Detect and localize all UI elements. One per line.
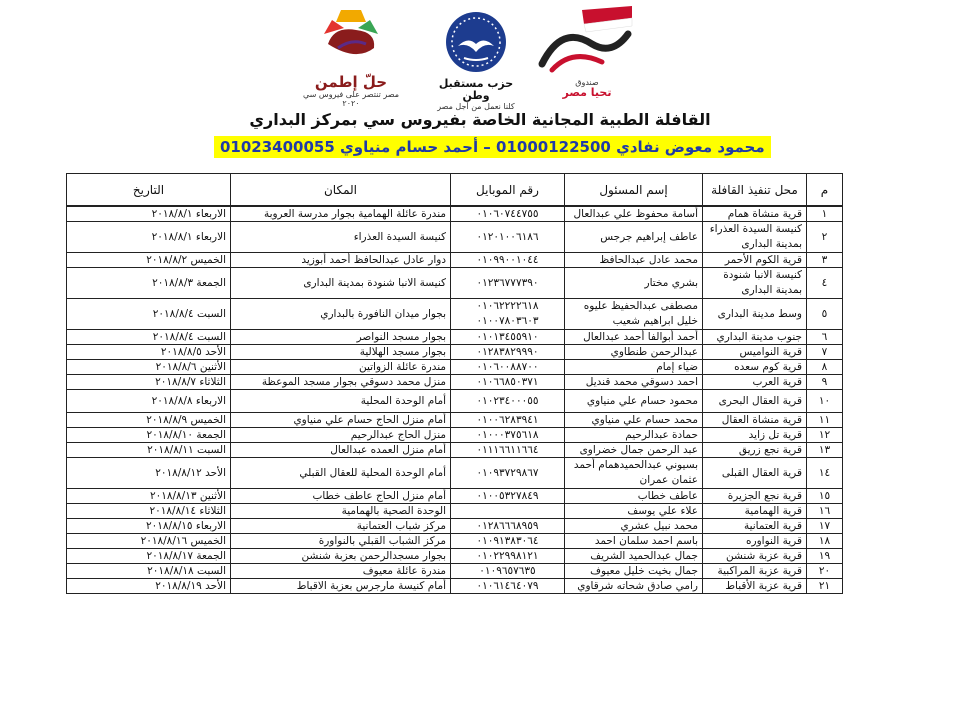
table-row (67, 504, 843, 519)
row-place: بجوار ميدان النافورة بالبداري (231, 299, 451, 330)
row-responsible: ضياء إمام (565, 360, 703, 375)
row-responsible: حمادة عبدالرحيم (565, 428, 703, 443)
header-date: التاريخ (67, 174, 231, 207)
table-header-row (67, 174, 843, 207)
tahya-fund-label: صندوق (575, 78, 599, 87)
row-num: ١ (807, 206, 843, 222)
row-date: الأثنين ٢٠١٨/٨/١٣ (67, 489, 231, 504)
row-responsible: مصطفى عبدالحفيظ عليوه خليل ابراهيم شعيب (565, 299, 703, 330)
row-responsible: محمد حسام علي منياوي (565, 413, 703, 428)
row-date: السبت ٢٠١٨/٨/٤ (67, 299, 231, 330)
row-num: ٨ (807, 360, 843, 375)
row-num: ١٧ (807, 519, 843, 534)
row-place: دوار عادل عبدالحافظ أحمد أبوزيد (231, 253, 451, 268)
row-date: الثلاثاء ٢٠١٨/٨/٧ (67, 375, 231, 390)
egypt-flag-icon (532, 4, 642, 74)
row-responsible: محمد نبيل عشري (565, 519, 703, 534)
row-date: الأثنين ٢٠١٨/٨/٦ (67, 360, 231, 375)
row-location: كنيسة الانبا شنودة بمدينة البدارى (703, 268, 807, 299)
row-place: بجوار مسجد الهلالية (231, 345, 451, 360)
row-responsible: باسم احمد سلمان احمد (565, 534, 703, 549)
row-location: قرية تل زايد (703, 428, 807, 443)
row-date: السبت ٢٠١٨/٨/١٨ (67, 564, 231, 579)
row-responsible: بسيوني عبدالحميدهمام أحمد عثمان عمران (565, 458, 703, 489)
row-phone: ٠١٠٦١٤٦٤٠٧٩ (451, 579, 565, 594)
row-place: أمام منزل الحاج عاطف خطاب (231, 489, 451, 504)
row-phone: ٠١١١٦٦١١٦٦٤ (451, 443, 565, 458)
row-phone: ٠١٢٣٦٧٧٧٣٩٠ (451, 268, 565, 299)
row-location: قرية نجع الجزيرة (703, 489, 807, 504)
row-phone: ٠١٠٢٢٩٩٨١٢١ (451, 549, 565, 564)
row-num: ١٨ (807, 534, 843, 549)
table-row (67, 428, 843, 443)
row-location: قرية عزبة المراكبية (703, 564, 807, 579)
header-num: م (807, 174, 843, 207)
row-location: قرية العرب (703, 375, 807, 390)
row-phone: ٠١٠٦٦٨٥٠٣٧١ (451, 375, 565, 390)
row-place: بجوار مسجدالرحمن بعزبة شنشن (231, 549, 451, 564)
row-location: وسط مدينة البدارى (703, 299, 807, 330)
row-place: أمام منزل الحاج حسام علي منياوي (231, 413, 451, 428)
row-num: ٢٠ (807, 564, 843, 579)
row-place: كنيسة السيدة العذراء (231, 222, 451, 253)
table-row (67, 579, 843, 594)
watan-slogan: كلنا نعمل من أجل مصر (437, 102, 515, 111)
row-phone: ٠١٠٠٠٣٧٥٦١٨ (451, 428, 565, 443)
table-row (67, 360, 843, 375)
row-phone: ٠١٠٩٣٧٢٩٨٦٧ (451, 458, 565, 489)
row-place: أمام منزل العمده عبدالعال (231, 443, 451, 458)
row-responsible: بشري مختار (565, 268, 703, 299)
row-num: ١٤ (807, 458, 843, 489)
row-num: ٥ (807, 299, 843, 330)
table-row (67, 458, 843, 489)
row-place: مركز شباب العتمانية (231, 519, 451, 534)
liver-hands-icon (316, 4, 386, 70)
row-phone: ٠١٢٨٣٨٢٩٩٩٠ (451, 345, 565, 360)
row-place: كنيسة الانبا شنودة بمدينة البدارى (231, 268, 451, 299)
table-row (67, 443, 843, 458)
row-date: السبت ٢٠١٨/٨/١١ (67, 443, 231, 458)
row-num: ١٢ (807, 428, 843, 443)
row-date: الخميس ٢٠١٨/٨/٩ (67, 413, 231, 428)
row-location: قرية عزبة شنشن (703, 549, 807, 564)
row-phone: ٠١٠٩٦٥٧٦٣٥ (451, 564, 565, 579)
row-place: بجوار مسجد النواصر (231, 330, 451, 345)
table-row (67, 519, 843, 534)
row-responsible: احمد دسوقي محمد قنديل (565, 375, 703, 390)
row-place: الوحدة الصحية بالهمامية (231, 504, 451, 519)
row-location: قرية الهمامية (703, 504, 807, 519)
row-phone: ٠١٠٠٥٣٢٧٨٤٩ (451, 489, 565, 504)
tahya-main-label: تحيا مصر (562, 86, 612, 99)
row-num: ٢١ (807, 579, 843, 594)
table-row (67, 222, 843, 253)
tahya-misr-logo (532, 4, 642, 100)
row-place: أمام كنيسة مارجرس بعزبة الاقباط (231, 579, 451, 594)
row-place: منزل محمد دسوقي بجوار مسجد الموعظة (231, 375, 451, 390)
row-phone: ٠١٠٠٦٢٨٣٩٤١ (451, 413, 565, 428)
row-location: قرية الكوم الأحمر (703, 253, 807, 268)
row-location: كنيسة السيدة العذراء بمدينة البدارى (703, 222, 807, 253)
table-row (67, 253, 843, 268)
row-phone: ٠١٠٩١٣٨٣٠٦٤ (451, 534, 565, 549)
header-phone: رقم الموبايل (451, 174, 565, 207)
row-location: قرية النواميس (703, 345, 807, 360)
row-place: مركز الشباب القبلي بالنواورة (231, 534, 451, 549)
row-responsible: محمود حسام علي منياوي (565, 390, 703, 413)
row-location: قرية النواوره (703, 534, 807, 549)
row-phone: ٠١٠٦٠٧٤٤٧٥٥ (451, 206, 565, 222)
table-row (67, 206, 843, 222)
row-num: ١٣ (807, 443, 843, 458)
row-date: الاربعاء ٢٠١٨/٨/١٥ (67, 519, 231, 534)
row-phone: ٠١٢٨٦٦٦٨٩٥٩ (451, 519, 565, 534)
table-row (67, 489, 843, 504)
table-row (67, 345, 843, 360)
hal-etmen-logo (296, 4, 406, 108)
row-num: ١٠ (807, 390, 843, 413)
row-phone (451, 504, 565, 519)
row-num: ٣ (807, 253, 843, 268)
row-date: الاربعاء ٢٠١٨/٨/١ (67, 206, 231, 222)
row-phone: ٠١٠٦٠٠٨٨٧٠٠ (451, 360, 565, 375)
row-responsible: عاطف خطاب (565, 489, 703, 504)
row-date: الخميس ٢٠١٨/٨/٢ (67, 253, 231, 268)
header-place: المكان (231, 174, 451, 207)
logos-header (0, 0, 960, 112)
contact-line: محمود معوض نفادي 01000122500 – أحمد حسام منياوي 01023400055 (214, 136, 771, 158)
hal-etmen-slogan: مصر تنتصر على فيروس سي ٢٠٢٠ (303, 90, 399, 108)
row-location: قرية العتمانية (703, 519, 807, 534)
row-num: ٦ (807, 330, 843, 345)
row-num: ١٦ (807, 504, 843, 519)
table-row (67, 390, 843, 413)
table-row (67, 564, 843, 579)
row-date: السبت ٢٠١٨/٨/٤ (67, 330, 231, 345)
row-responsible: عبدالرحمن طنطاوي (565, 345, 703, 360)
row-location: قرية منشاة همام (703, 206, 807, 222)
table-row (67, 268, 843, 299)
eagle-emblem-icon (444, 10, 508, 74)
row-location: قرية منشاة العقال (703, 413, 807, 428)
row-date: الجمعة ٢٠١٨/٨/١٠ (67, 428, 231, 443)
row-responsible: جمال عبدالحميد الشريف (565, 549, 703, 564)
row-num: ٩ (807, 375, 843, 390)
row-place: مندرة عائلة الهمامية بجوار مدرسة العروبة (231, 206, 451, 222)
page-title: القافلة الطبية المجانية الخاصة بفيروس سي بمركز البداري (249, 110, 711, 129)
header-location: محل تنفيذ القافلة (703, 174, 807, 207)
row-responsible: أسامة محفوظ علي عبدالعال (565, 206, 703, 222)
row-phone: ٠١٠٦٢٢٢٢٦١٨ ٠١٠٠٧٨٠٣٦٠٣ (451, 299, 565, 330)
row-responsible: جمال بخيت خليل معيوف (565, 564, 703, 579)
row-date: الثلاثاء ٢٠١٨/٨/١٤ (67, 504, 231, 519)
row-num: ٧ (807, 345, 843, 360)
hal-etmen-name: حلّ إطمن (314, 73, 388, 91)
row-phone: ٠١٠٢٣٤٠٠٠٥٥ (451, 390, 565, 413)
row-responsible: علاء علي يوسف (565, 504, 703, 519)
row-responsible: عبد الرحمن جمال خضراوى (565, 443, 703, 458)
row-date: الأحد ٢٠١٨/٨/٥ (67, 345, 231, 360)
row-place: مندرة عائلة الزواتين (231, 360, 451, 375)
table-row (67, 413, 843, 428)
row-date: الجمعة ٢٠١٨/٨/١٧ (67, 549, 231, 564)
row-responsible: محمد عادل عبدالحافظ (565, 253, 703, 268)
watan-party-name: حزب مستقبل وطن (438, 77, 514, 102)
row-phone: ٠١٠١٣٤٥٥٩١٠ (451, 330, 565, 345)
row-location: قرية كوم سعده (703, 360, 807, 375)
row-place: أمام الوحدة المحلية (231, 390, 451, 413)
row-date: الأحد ٢٠١٨/٨/١٩ (67, 579, 231, 594)
row-num: ١١ (807, 413, 843, 428)
row-location: قرية نجع زريق (703, 443, 807, 458)
row-location: قرية عزبة الأقباط (703, 579, 807, 594)
row-date: الجمعة ٢٠١٨/٨/٣ (67, 268, 231, 299)
caravan-schedule-table (66, 173, 843, 594)
row-place: أمام الوحدة المحلية للعقال القبلي (231, 458, 451, 489)
row-num: ٤ (807, 268, 843, 299)
row-date: الاربعاء ٢٠١٨/٨/١ (67, 222, 231, 253)
mostaqbal-watan-logo (428, 10, 524, 111)
table-row (67, 375, 843, 390)
table-row (67, 299, 843, 330)
row-phone: ٠١٢٠١٠٠٦١٨٦ (451, 222, 565, 253)
row-date: الأحد ٢٠١٨/٨/١٢ (67, 458, 231, 489)
row-num: ١٩ (807, 549, 843, 564)
table-row (67, 330, 843, 345)
table-row (67, 549, 843, 564)
row-responsible: رامي صادق شحاته شرقاوي (565, 579, 703, 594)
header-responsible: إسم المسئول (565, 174, 703, 207)
row-date: الخميس ٢٠١٨/٨/١٦ (67, 534, 231, 549)
row-responsible: أحمد أبوالفا أحمد عبدالعال (565, 330, 703, 345)
row-phone: ٠١٠٩٩٠٠١٠٤٤ (451, 253, 565, 268)
row-location: قرية العقال البحرى (703, 390, 807, 413)
row-responsible: عاطف إبراهيم جرجس (565, 222, 703, 253)
row-location: قرية العقال القبلى (703, 458, 807, 489)
row-num: ٢ (807, 222, 843, 253)
row-location: جنوب مدينة البداري (703, 330, 807, 345)
row-date: الاربعاء ٢٠١٨/٨/٨ (67, 390, 231, 413)
row-place: منزل الحاج عبدالرحيم (231, 428, 451, 443)
row-num: ١٥ (807, 489, 843, 504)
row-place: مندرة عائلة معيوف (231, 564, 451, 579)
table-row (67, 534, 843, 549)
